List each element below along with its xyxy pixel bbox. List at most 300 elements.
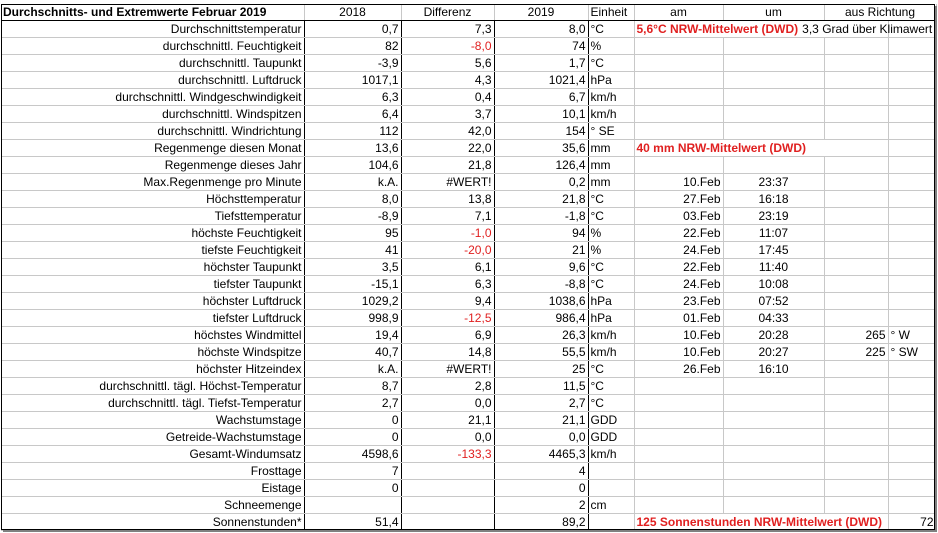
table-row (1, 259, 936, 276)
value-2018[interactable]: 13,6 (304, 140, 401, 157)
row-label[interactable]: Frosttage (1, 463, 304, 480)
value-direction[interactable] (824, 123, 888, 140)
value-2019[interactable]: 154 (494, 123, 588, 140)
value-2019[interactable]: 4465,3 (494, 446, 588, 463)
unit-cell[interactable]: GDD (588, 412, 634, 429)
value-difference[interactable]: 0,0 (401, 429, 494, 446)
value-time[interactable]: 16:18 (723, 191, 824, 208)
value-direction-unit[interactable] (888, 463, 936, 480)
value-2019[interactable]: -8,8 (494, 276, 588, 293)
value-2019[interactable]: 10,1 (494, 106, 588, 123)
value-difference[interactable] (401, 497, 494, 514)
value-time[interactable]: 11:07 (723, 225, 824, 242)
table-row (1, 327, 936, 344)
table-row (1, 514, 936, 531)
value-2019[interactable]: 35,6 (494, 140, 588, 157)
value-time[interactable] (723, 38, 824, 55)
table-row (1, 480, 936, 497)
value-date[interactable] (634, 123, 723, 140)
value-2018[interactable]: 8,7 (304, 378, 401, 395)
value-2019[interactable]: 1,7 (494, 55, 588, 72)
value-date[interactable]: 24.Feb (634, 242, 723, 259)
value-difference[interactable]: 6,9 (401, 327, 494, 344)
unit-cell[interactable]: °C (588, 276, 634, 293)
value-direction[interactable] (824, 361, 888, 378)
unit-cell[interactable]: ° SE (588, 123, 634, 140)
value-direction[interactable] (824, 480, 888, 497)
value-2019[interactable]: 2,7 (494, 395, 588, 412)
value-2018[interactable]: 7 (304, 463, 401, 480)
value-2019[interactable]: 21,8 (494, 191, 588, 208)
value-difference[interactable]: 21,1 (401, 412, 494, 429)
table-row (1, 174, 936, 191)
value-2019[interactable]: 11,5 (494, 378, 588, 395)
value-2018[interactable]: 6,4 (304, 106, 401, 123)
row-label[interactable]: durchschnittl. Feuchtigkeit (1, 38, 304, 55)
value-date[interactable]: 10.Feb (634, 327, 723, 344)
value-date[interactable]: 24.Feb (634, 276, 723, 293)
table-row (1, 140, 936, 157)
value-direction-unit[interactable] (888, 157, 936, 174)
value-difference[interactable]: 42,0 (401, 123, 494, 140)
value-time[interactable]: 11:40 (723, 259, 824, 276)
unit-cell[interactable]: °C (588, 378, 634, 395)
value-date[interactable] (634, 412, 723, 429)
row-label[interactable]: Eistage (1, 480, 304, 497)
row-label[interactable]: durchschnittl. Windrichtung (1, 123, 304, 140)
note-text: 125 Sonnenstunden NRW-Mittelwert (DWD) (636, 515, 883, 529)
note-text: 40 mm NRW-Mittelwert (DWD) (636, 141, 807, 155)
row-label[interactable]: Regenmenge dieses Jahr (1, 157, 304, 174)
table-row (1, 21, 936, 38)
value-2019[interactable]: 2 (494, 497, 588, 514)
value-difference[interactable] (401, 463, 494, 480)
value-difference[interactable]: -1,0 (401, 225, 494, 242)
value-direction[interactable] (824, 395, 888, 412)
value-direction-unit[interactable] (888, 361, 936, 378)
unit-cell[interactable]: mm (588, 174, 634, 191)
unit-cell[interactable]: km/h (588, 89, 634, 106)
value-time[interactable] (723, 429, 824, 446)
value-date[interactable] (634, 463, 723, 480)
value-date[interactable]: 03.Feb (634, 208, 723, 225)
value-date[interactable] (634, 446, 723, 463)
value-2018[interactable]: 3,5 (304, 259, 401, 276)
row-label[interactable]: Max.Regenmenge pro Minute (1, 174, 304, 191)
table-row (1, 89, 936, 106)
row-label[interactable]: durchschnittl. Taupunkt (1, 55, 304, 72)
value-direction-unit[interactable] (888, 208, 936, 225)
header-difference[interactable]: Differenz (401, 4, 494, 21)
value-time[interactable] (723, 497, 824, 514)
value-difference[interactable]: 6,1 (401, 259, 494, 276)
value-difference[interactable]: 0,4 (401, 89, 494, 106)
unit-cell[interactable]: °C (588, 21, 634, 38)
value-2018[interactable]: 0 (304, 412, 401, 429)
table-row (1, 446, 936, 463)
value-time[interactable]: 23:37 (723, 174, 824, 191)
value-direction[interactable] (824, 378, 888, 395)
row-label[interactable]: höchster Taupunkt (1, 259, 304, 276)
value-2018[interactable]: 1017,1 (304, 72, 401, 89)
value-difference[interactable]: 4,3 (401, 72, 494, 89)
unit-cell[interactable]: °C (588, 191, 634, 208)
row-label[interactable]: Regenmenge diesen Monat (1, 140, 304, 157)
row-label[interactable]: durchschnittl. tägl. Höchst-Temperatur (1, 378, 304, 395)
value-2018[interactable]: 8,0 (304, 191, 401, 208)
table-row (1, 106, 936, 123)
value-date[interactable] (634, 497, 723, 514)
row-label[interactable]: höchster Hitzeindex (1, 361, 304, 378)
value-direction[interactable] (824, 259, 888, 276)
row-label[interactable]: Sonnenstunden* (1, 514, 304, 531)
value-direction-unit[interactable] (888, 395, 936, 412)
table-row (1, 378, 936, 395)
unit-cell[interactable]: % (588, 225, 634, 242)
value-date[interactable] (634, 72, 723, 89)
value-direction[interactable] (824, 412, 888, 429)
value-direction-unit[interactable] (888, 412, 936, 429)
value-2018[interactable]: 40,7 (304, 344, 401, 361)
value-2019[interactable]: 0,0 (494, 429, 588, 446)
value-time[interactable] (723, 446, 824, 463)
value-2018[interactable]: 4598,6 (304, 446, 401, 463)
value-direction[interactable] (824, 463, 888, 480)
value-direction[interactable] (824, 72, 888, 89)
frame-shadow-bottom (3, 530, 937, 532)
table-row (1, 344, 936, 361)
frame-shadow-right (935, 6, 937, 532)
unit-cell[interactable]: °C (588, 395, 634, 412)
value-2019[interactable]: 21 (494, 242, 588, 259)
value-2019[interactable]: 94 (494, 225, 588, 242)
unit-cell[interactable] (588, 463, 634, 480)
value-direction[interactable] (824, 106, 888, 123)
value-2019[interactable]: 25 (494, 361, 588, 378)
header-date[interactable]: am (634, 4, 723, 21)
unit-cell[interactable]: mm (588, 157, 634, 174)
value-2019[interactable]: 21,1 (494, 412, 588, 429)
header-direction[interactable]: aus Richtung (824, 4, 936, 21)
value-time[interactable]: 17:45 (723, 242, 824, 259)
value-2018[interactable]: k.A. (304, 361, 401, 378)
row-label[interactable]: Gesamt-Windumsatz (1, 446, 304, 463)
value-difference[interactable]: -12,5 (401, 310, 494, 327)
value-difference[interactable]: 3,7 (401, 106, 494, 123)
row-label[interactable]: tiefste Feuchtigkeit (1, 242, 304, 259)
value-date[interactable]: 01.Feb (634, 310, 723, 327)
value-direction[interactable] (824, 446, 888, 463)
value-direction[interactable] (824, 310, 888, 327)
value-2018[interactable]: 95 (304, 225, 401, 242)
value-2018[interactable]: 998,9 (304, 310, 401, 327)
value-time[interactable]: 07:52 (723, 293, 824, 310)
value-direction[interactable] (824, 429, 888, 446)
value-direction[interactable] (824, 497, 888, 514)
value-direction-unit[interactable] (888, 480, 936, 497)
value-direction-unit[interactable] (888, 191, 936, 208)
value-2018[interactable]: 0,7 (304, 21, 401, 38)
value-date[interactable]: 22.Feb (634, 225, 723, 242)
value-2018[interactable]: -3,9 (304, 55, 401, 72)
value-direction[interactable]: 72 (888, 514, 936, 531)
value-difference[interactable]: 0,0 (401, 395, 494, 412)
value-date[interactable]: 23.Feb (634, 293, 723, 310)
value-date[interactable]: 26.Feb (634, 361, 723, 378)
table-row (1, 412, 936, 429)
table-row (1, 293, 936, 310)
value-date[interactable] (634, 55, 723, 72)
row-label[interactable]: Getreide-Wachstumstage (1, 429, 304, 446)
value-difference[interactable]: 5,6 (401, 55, 494, 72)
table-row (1, 429, 936, 446)
note-cell[interactable] (634, 21, 933, 38)
unit-cell[interactable]: GDD (588, 429, 634, 446)
value-date[interactable] (634, 480, 723, 497)
value-direction-unit[interactable]: ° W (888, 327, 936, 344)
value-difference[interactable]: -133,3 (401, 446, 494, 463)
value-2019[interactable]: -1,8 (494, 208, 588, 225)
value-2019[interactable]: 0,2 (494, 174, 588, 191)
table-row (1, 55, 936, 72)
value-2019[interactable]: 8,0 (494, 21, 588, 38)
value-direction-unit[interactable] (888, 310, 936, 327)
unit-cell[interactable]: km/h (588, 327, 634, 344)
unit-cell[interactable] (588, 514, 634, 531)
value-difference[interactable]: 6,3 (401, 276, 494, 293)
value-difference[interactable] (401, 480, 494, 497)
row-label[interactable]: tiefster Taupunkt (1, 276, 304, 293)
value-2019[interactable]: 126,4 (494, 157, 588, 174)
value-direction[interactable] (824, 208, 888, 225)
row-label[interactable]: Durchschnittstemperatur (1, 21, 304, 38)
value-direction-unit[interactable] (888, 429, 936, 446)
row-label[interactable]: durchschnittl. tägl. Tiefst-Temperatur (1, 395, 304, 412)
row-label[interactable]: höchstes Windmittel (1, 327, 304, 344)
unit-cell[interactable]: °C (588, 208, 634, 225)
value-time[interactable] (723, 55, 824, 72)
value-date[interactable] (634, 157, 723, 174)
value-difference[interactable]: -8,0 (401, 38, 494, 55)
value-time[interactable]: 20:28 (723, 327, 824, 344)
value-2018[interactable] (304, 497, 401, 514)
unit-cell[interactable]: km/h (588, 106, 634, 123)
unit-cell[interactable]: % (588, 242, 634, 259)
unit-cell[interactable]: km/h (588, 344, 634, 361)
value-direction[interactable] (824, 293, 888, 310)
value-date[interactable]: 27.Feb (634, 191, 723, 208)
note-cell[interactable] (634, 514, 888, 531)
header-2019[interactable]: 2019 (494, 4, 588, 21)
value-direction[interactable] (824, 89, 888, 106)
value-2018[interactable]: 1029,2 (304, 293, 401, 310)
value-2019[interactable]: 26,3 (494, 327, 588, 344)
value-date[interactable] (634, 38, 723, 55)
value-2018[interactable]: 41 (304, 242, 401, 259)
value-time[interactable]: 20:27 (723, 344, 824, 361)
value-date[interactable]: 22.Feb (634, 259, 723, 276)
value-2019[interactable]: 55,5 (494, 344, 588, 361)
value-2018[interactable]: 0 (304, 429, 401, 446)
row-label[interactable]: durchschnittl. Luftdruck (1, 72, 304, 89)
value-date[interactable]: 10.Feb (634, 174, 723, 191)
unit-cell[interactable]: hPa (588, 310, 634, 327)
value-direction-unit[interactable]: ° SW (888, 344, 936, 361)
value-2019[interactable]: 74 (494, 38, 588, 55)
value-difference[interactable]: 2,8 (401, 378, 494, 395)
value-direction-unit[interactable] (888, 174, 936, 191)
value-date[interactable]: 10.Feb (634, 344, 723, 361)
value-time[interactable]: 04:33 (723, 310, 824, 327)
value-2019[interactable]: 4 (494, 463, 588, 480)
unit-cell[interactable]: °C (588, 259, 634, 276)
value-date[interactable] (634, 429, 723, 446)
table-row (1, 123, 936, 140)
value-time[interactable] (723, 412, 824, 429)
value-direction-unit[interactable] (888, 38, 936, 55)
value-direction-unit[interactable] (888, 497, 936, 514)
note-cell[interactable] (634, 140, 888, 157)
value-direction-unit[interactable] (888, 55, 936, 72)
value-date[interactable] (634, 395, 723, 412)
unit-cell[interactable]: °C (588, 55, 634, 72)
value-direction-unit[interactable] (888, 378, 936, 395)
value-direction[interactable] (824, 174, 888, 191)
unit-cell[interactable]: hPa (588, 293, 634, 310)
row-label[interactable]: durchschnittl. Windspitzen (1, 106, 304, 123)
value-difference[interactable]: 13,8 (401, 191, 494, 208)
value-2019[interactable]: 89,2 (494, 514, 588, 531)
unit-cell[interactable]: km/h (588, 446, 634, 463)
header-row (1, 4, 936, 21)
value-time[interactable] (723, 157, 824, 174)
row-label[interactable]: Tiefsttemperatur (1, 208, 304, 225)
value-time[interactable] (723, 89, 824, 106)
value-2018[interactable]: -15,1 (304, 276, 401, 293)
table-row (1, 225, 936, 242)
value-difference[interactable]: #WERT! (401, 174, 494, 191)
value-2018[interactable]: -8,9 (304, 208, 401, 225)
header-unit[interactable]: Einheit (588, 4, 634, 21)
value-2018[interactable]: 51,4 (304, 514, 401, 531)
value-2018[interactable]: k.A. (304, 174, 401, 191)
value-difference[interactable] (401, 514, 494, 531)
row-label[interactable]: durchschnittl. Windgeschwindigkeit (1, 89, 304, 106)
value-2018[interactable]: 0 (304, 480, 401, 497)
table-row (1, 310, 936, 327)
value-direction-unit[interactable] (888, 225, 936, 242)
value-direction-unit[interactable] (888, 276, 936, 293)
value-direction-unit[interactable] (888, 446, 936, 463)
value-difference[interactable]: 22,0 (401, 140, 494, 157)
unit-cell[interactable]: % (588, 38, 634, 55)
value-2018[interactable]: 104,6 (304, 157, 401, 174)
value-direction[interactable] (888, 140, 936, 157)
value-direction[interactable] (824, 38, 888, 55)
value-direction[interactable] (824, 191, 888, 208)
value-time[interactable] (723, 480, 824, 497)
unit-cell[interactable]: hPa (588, 72, 634, 89)
value-2018[interactable]: 6,3 (304, 89, 401, 106)
value-2019[interactable]: 6,7 (494, 89, 588, 106)
value-difference[interactable]: -20,0 (401, 242, 494, 259)
row-label[interactable]: Wachstumstage (1, 412, 304, 429)
value-time[interactable] (723, 123, 824, 140)
value-direction[interactable]: 265 (824, 327, 888, 344)
table-row (1, 361, 936, 378)
row-label[interactable]: Höchsttemperatur (1, 191, 304, 208)
row-label[interactable]: Schneemenge (1, 497, 304, 514)
value-direction-unit[interactable] (888, 106, 936, 123)
value-time[interactable] (723, 463, 824, 480)
unit-cell[interactable] (588, 480, 634, 497)
value-direction-unit[interactable] (888, 293, 936, 310)
table-row (1, 463, 936, 480)
unit-cell[interactable]: cm (588, 497, 634, 514)
value-direction-unit[interactable] (888, 72, 936, 89)
row-label[interactable]: tiefster Luftdruck (1, 310, 304, 327)
value-time[interactable] (723, 395, 824, 412)
value-2019[interactable]: 1021,4 (494, 72, 588, 89)
value-direction[interactable] (824, 242, 888, 259)
value-direction-unit[interactable] (888, 242, 936, 259)
value-date[interactable] (634, 106, 723, 123)
value-2018[interactable]: 112 (304, 123, 401, 140)
table-row (1, 395, 936, 412)
value-2019[interactable]: 9,6 (494, 259, 588, 276)
value-direction[interactable] (824, 157, 888, 174)
value-difference[interactable]: 7,1 (401, 208, 494, 225)
value-2018[interactable]: 2,7 (304, 395, 401, 412)
row-label[interactable]: höchste Feuchtigkeit (1, 225, 304, 242)
value-date[interactable] (634, 378, 723, 395)
value-direction[interactable] (824, 55, 888, 72)
value-time[interactable] (723, 72, 824, 89)
value-time[interactable]: 16:10 (723, 361, 824, 378)
value-2018[interactable]: 82 (304, 38, 401, 55)
value-difference[interactable]: 21,8 (401, 157, 494, 174)
unit-cell[interactable]: °C (588, 361, 634, 378)
value-2019[interactable]: 0 (494, 480, 588, 497)
value-time[interactable]: 10:08 (723, 276, 824, 293)
value-difference[interactable]: #WERT! (401, 361, 494, 378)
value-2018[interactable]: 19,4 (304, 327, 401, 344)
value-difference[interactable]: 14,8 (401, 344, 494, 361)
header-time[interactable]: um (723, 4, 824, 21)
value-direction-unit[interactable] (888, 259, 936, 276)
unit-cell[interactable]: mm (588, 140, 634, 157)
value-direction[interactable] (824, 225, 888, 242)
value-time[interactable] (723, 378, 824, 395)
value-direction-unit[interactable] (888, 89, 936, 106)
value-direction-unit[interactable] (888, 123, 936, 140)
value-2019[interactable]: 986,4 (494, 310, 588, 327)
value-date[interactable] (634, 89, 723, 106)
header-2018[interactable]: 2018 (304, 4, 401, 21)
table-title[interactable]: Durchschnitts- und Extremwerte Februar 2019 (1, 4, 304, 21)
value-2019[interactable]: 1038,6 (494, 293, 588, 310)
table-row (1, 208, 936, 225)
value-direction[interactable]: 225 (824, 344, 888, 361)
note-extra-text: 3,3 Grad über Klimawert (802, 22, 933, 36)
value-direction[interactable] (824, 276, 888, 293)
row-label[interactable]: höchster Luftdruck (1, 293, 304, 310)
value-difference[interactable]: 7,3 (401, 21, 494, 38)
value-time[interactable] (723, 106, 824, 123)
row-label[interactable]: höchste Windspitze (1, 344, 304, 361)
value-time[interactable]: 23:19 (723, 208, 824, 225)
value-difference[interactable]: 9,4 (401, 293, 494, 310)
